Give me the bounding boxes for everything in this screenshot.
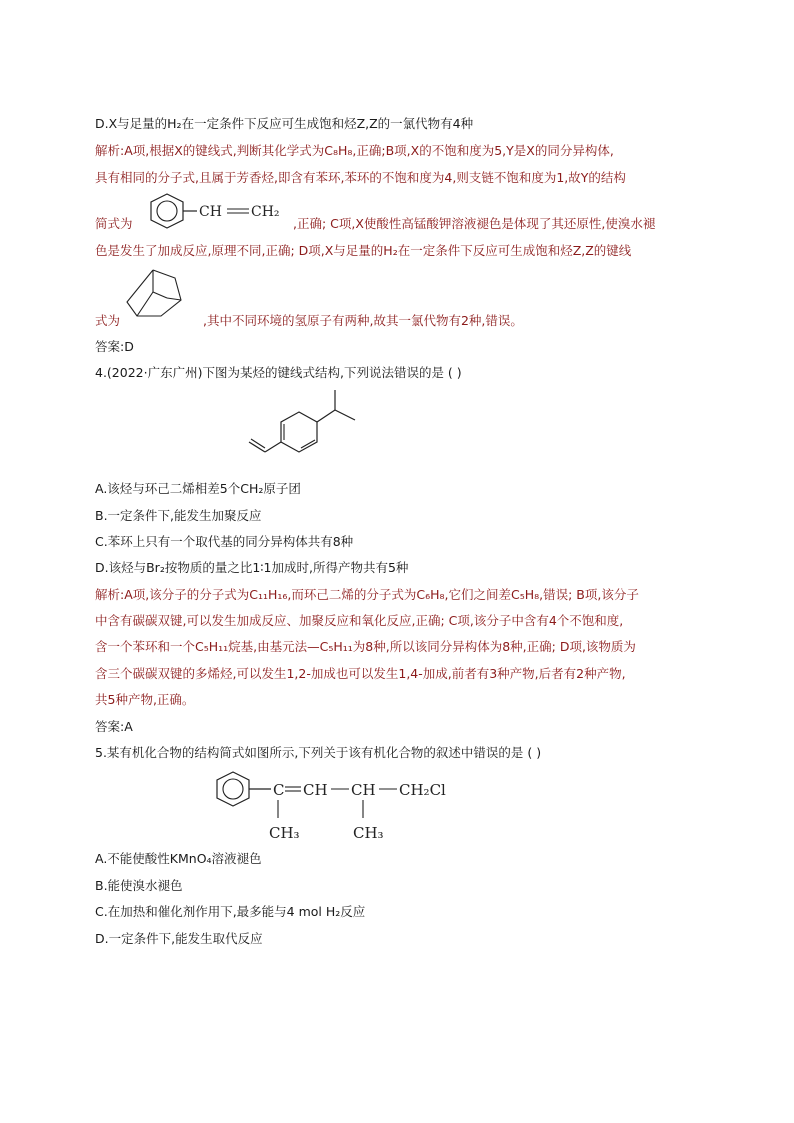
q4-stem: 4.(2022·广东广州)下图为某烃的键线式结构,下列说法错误的是 ( ) [95, 365, 462, 380]
q4-option-d: D.该烃与Br₂按物质的量之比1∶1加成时,所得产物共有5种 [95, 560, 409, 575]
q4-option-a: A.该烃与环己二烯相差5个CH₂原子团 [95, 481, 301, 496]
bicyclooctane-structure [123, 264, 203, 326]
q4-explanation-line-1: 解析:A项,该分子的分子式为C₁₁H₁₆,而环己二烯的分子式为C₆H₈,它们之间差C₅H₈,错误; B项,该分子 [95, 587, 639, 602]
q5-option-d: D.一定条件下,能发生取代反应 [95, 931, 263, 946]
q4-hydrocarbon-structure [241, 384, 371, 466]
q4-explanation-line-4: 含三个碳碳双键的多烯烃,可以发生1,2-加成也可以发生1,4-加成,前者有3种产物,后者有2种产物, [95, 666, 626, 681]
q3-explanation-line-5b: ,其中不同环境的氢原子有两种,故其一氯代物有2种,错误。 [203, 313, 523, 328]
q3-explanation-line-4: 色是发生了加成反应,原理不同,正确; D项,X与足量的H₂在一定条件下反应可生成饱和烃Z,Z的键线 [95, 243, 632, 258]
q4-option-b: B.一定条件下,能发生加聚反应 [95, 508, 262, 523]
q3-explanation-line-2: 具有相同的分子式,且属于芳香烃,即含有苯环,苯环的不饱和度为4,则支链不饱和度为1,故Y的结构 [95, 170, 626, 185]
q5-option-a: A.不能使酸性KMnO₄溶液褪色 [95, 851, 262, 866]
q3-option-d: D.X与足量的H₂在一定条件下反应可生成饱和烃Z,Z的一氯代物有4种 [95, 116, 474, 131]
q5-methyl-1: CH₃ [269, 824, 300, 842]
q4-explanation-line-5: 共5种产物,正确。 [95, 692, 195, 707]
q5-compound-structure [213, 770, 473, 844]
styrene-structure [147, 192, 295, 234]
q4-option-c: C.苯环上只有一个取代基的同分异构体共有8种 [95, 534, 354, 549]
styrene-ch2-label: CH₂ [251, 204, 280, 220]
q3-explanation-line-3b: ,正确; C项,X使酸性高锰酸钾溶液褪色是体现了其还原性,使溴水褪 [293, 216, 656, 231]
styrene-ch-label: CH [199, 204, 222, 220]
q5-option-c: C.在加热和催化剂作用下,最多能与4 mol H₂反应 [95, 904, 366, 919]
q3-explanation-line-1: 解析:A项,根据X的键线式,判断其化学式为C₈H₈,正确;B项,X的不饱和度为5,Y是X的同分异构体, [95, 143, 614, 158]
q4-explanation-line-2: 中含有碳碳双键,可以发生加成反应、加聚反应和氧化反应,正确; C项,该分子中含有4个不饱和度, [95, 613, 624, 628]
q5-option-b: B.能使溴水褪色 [95, 878, 183, 893]
q3-explanation-line-5a: 式为 [95, 313, 121, 328]
q5-ch2cl-label: CH₂Cl [399, 781, 446, 799]
q5-ch-label-2: CH [351, 781, 376, 799]
q3-answer: 答案:D [95, 339, 134, 354]
q5-carbon-label: C [273, 781, 285, 799]
q4-explanation-line-3: 含一个苯环和一个C₅H₁₁烷基,由基元法—C₅H₁₁为8种,所以该同分异构体为8种,正确; D项,该物质为 [95, 639, 636, 654]
q5-ch-label-1: CH [303, 781, 328, 799]
q4-answer: 答案:A [95, 719, 133, 734]
q3-explanation-line-3a: 简式为 [95, 216, 133, 231]
q5-stem: 5.某有机化合物的结构简式如图所示,下列关于该有机化合物的叙述中错误的是 ( ) [95, 745, 542, 760]
q5-methyl-2: CH₃ [353, 824, 384, 842]
